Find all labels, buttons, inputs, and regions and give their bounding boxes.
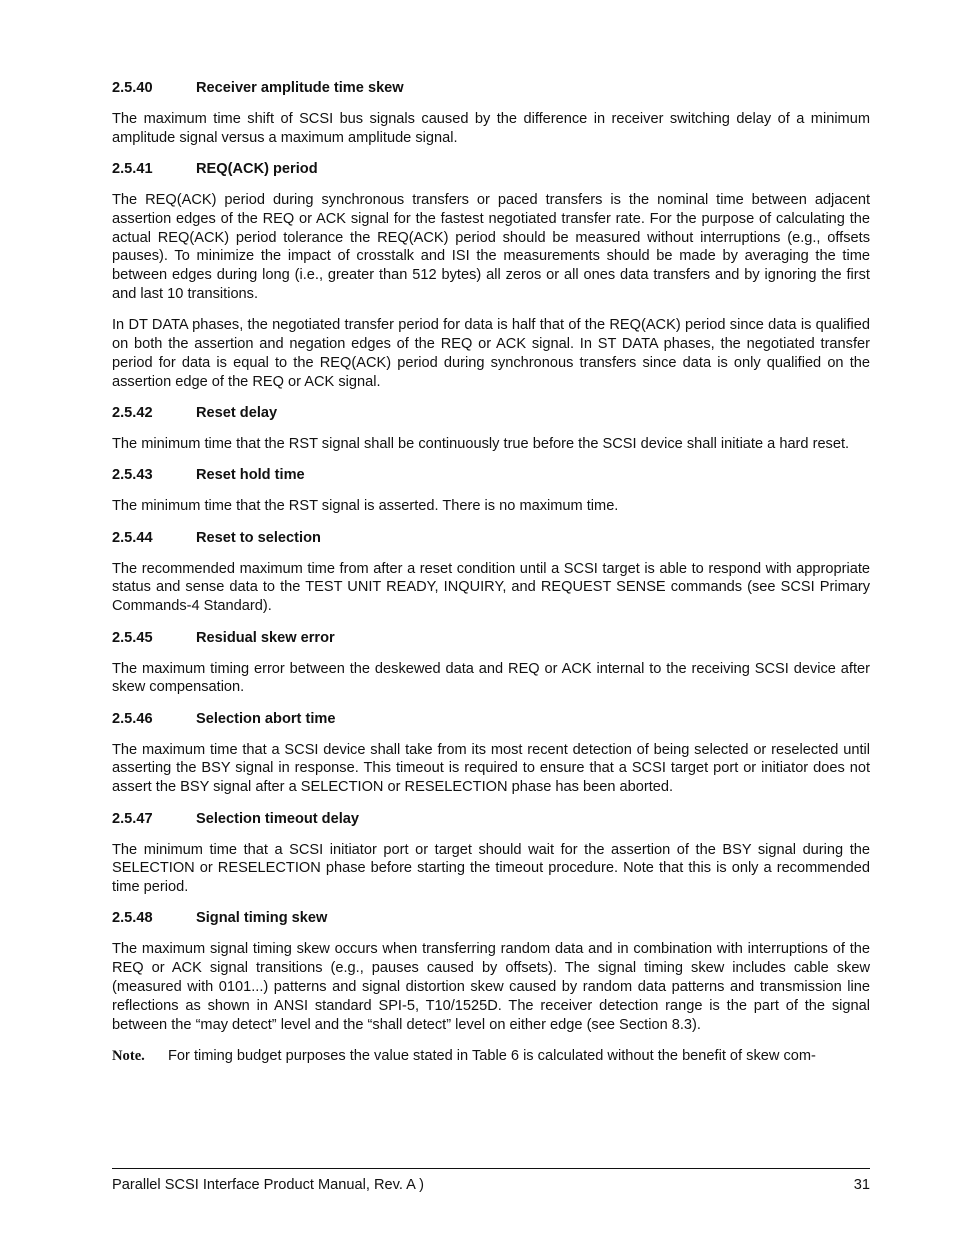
section-heading [112, 629, 870, 648]
section-heading [112, 79, 870, 98]
section-paragraph: The maximum time shift of SCSI bus signals caused by the difference in receiver switching delay of a minimum amplitude signal versus a maximum amplitude signal. [112, 111, 870, 146]
section-2-5-46 [112, 710, 870, 797]
section-paragraph: The maximum timing error between the deskewed data and REQ or ACK internal to the receiving SCSI device after skew compensation. [112, 660, 870, 696]
section-title: Residual skew error [196, 629, 335, 646]
section-number: 2.5.43 [112, 467, 153, 484]
section-heading [112, 404, 870, 423]
section-2-5-45 [112, 629, 870, 698]
section-paragraph: The minimum time that the RST signal shall be continuously true before the SCSI device shall initiate a hard reset. [112, 436, 850, 453]
section-paragraph: In DT DATA phases, the negotiated transfer period for data is half that of the REQ(ACK) period since data is qualified on both the assertion and negation edges of the REQ or ACK signal. In ST DATA phases, the negotiated transfer period for data is equal to the REQ(ACK) period during synchronous transfers since data is only qualified on the assertion edge of the REQ or ACK signal. [112, 317, 870, 390]
section-2-5-48 [112, 909, 870, 1034]
section-number: 2.5.42 [112, 405, 153, 422]
footer-divider [112, 1168, 870, 1169]
section-title: Reset to selection [196, 529, 321, 546]
section-2-5-47 [112, 810, 870, 897]
section-heading [112, 710, 870, 729]
section-title: REQ(ACK) period [196, 161, 318, 178]
section-paragraph: The minimum time that a SCSI initiator port or target should wait for the assertion of the BSY signal during the SELECTION or RESELECTION phase before starting the timeout procedure. Note that this is only a recommended time period. [112, 841, 870, 896]
note-label: Note. [112, 1047, 145, 1064]
section-number: 2.5.47 [112, 810, 153, 827]
section-title: Selection abort time [196, 710, 336, 727]
section-number: 2.5.41 [112, 161, 153, 178]
section-number: 2.5.48 [112, 910, 153, 927]
section-paragraph: The recommended maximum time from after a reset condition until a SCSI target is able to respond with appropriate status and sense data to the TEST UNIT READY, INQUIRY, and REQUEST SENSE commands (see SCSI Primary Commands-4 Standard). [112, 560, 870, 615]
section-2-5-40 [112, 79, 870, 148]
section-2-5-41 [112, 160, 870, 391]
section-title: Selection timeout delay [196, 810, 360, 827]
section-paragraph: The maximum time that a SCSI device shall take from its most recent detection of being selected or reselected until asserting the BSY signal in response. This timeout is required to ensure that a SCSI target port or initiator does not assert the BSY signal after a SELECTION or RESELECTION phase has been aborted. [112, 741, 870, 796]
section-heading [112, 466, 870, 485]
section-heading [112, 810, 870, 829]
section-number: 2.5.40 [112, 80, 153, 96]
page-body [112, 79, 870, 1066]
section-title: Reset delay [196, 405, 278, 422]
section-heading [112, 529, 870, 548]
section-number: 2.5.44 [112, 529, 153, 546]
section-paragraph: The minimum time that the RST signal is asserted. There is no maximum time. [112, 498, 619, 515]
section-number: 2.5.45 [112, 629, 153, 646]
section-title: Signal timing skew [196, 910, 328, 927]
page-footer [112, 1176, 870, 1195]
section-heading [112, 160, 870, 179]
section-heading [112, 909, 870, 928]
section-title: Reset hold time [196, 467, 305, 484]
section-paragraph: The REQ(ACK) period during synchronous transfers or paced transfers is the nominal time between adjacent assertion edges of the REQ or ACK signal for the fastest negotiated transfer rate. For the purpose of calculating the actual REQ(ACK) period tolerance the REQ(ACK) period should be measured without interruptions (e.g., offsets pauses). To minimize the impact of crosstalk and ISI the measurements should be made by averaging the time between edges during long (i.e., greater than 512 bytes) all zeros or all ones data transfers and by ignoring the first and last 10 transitions. [112, 192, 870, 303]
section-2-5-43 [112, 466, 870, 516]
note [112, 1047, 870, 1066]
footer-document-title: Parallel SCSI Interface Product Manual, Rev. A ) [112, 1177, 425, 1193]
page-number: 31 [853, 1177, 870, 1193]
section-list [112, 79, 870, 1034]
section-paragraph: The maximum signal timing skew occurs when transferring random data and in combination with interruptions of the REQ or ACK signal transitions (e.g., pauses caused by offsets). The signal timing skew includes cable skew (measured with 0101...) patterns and signal distortion skew caused by random data patterns and transmission line reflections as shown in ANSI standard SPI-5, T10/1525D. The receiver detection range is the part of the signal between the “may detect” level and the “shall detect” level on either edge (see Section 8.3). [112, 941, 870, 1033]
note-text: For timing budget purposes the value stated in Table 6 is calculated without the benefit of skew com- [168, 1047, 816, 1064]
section-2-5-42 [112, 404, 870, 454]
section-number: 2.5.46 [112, 710, 153, 727]
section-2-5-44 [112, 529, 870, 616]
section-title: Receiver amplitude time skew [196, 80, 404, 96]
